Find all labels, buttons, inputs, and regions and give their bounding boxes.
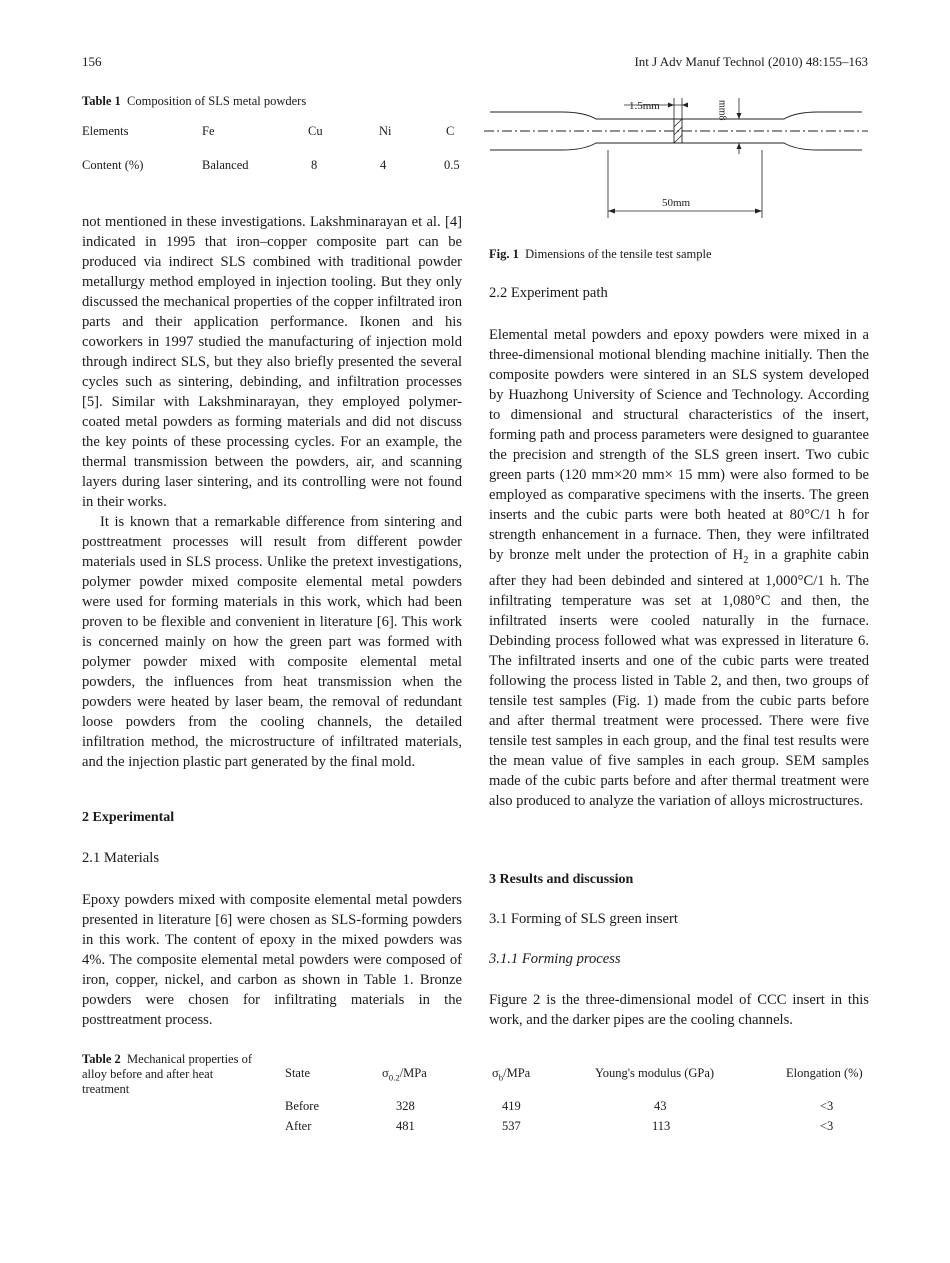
table1-cell: 8 (311, 158, 318, 172)
figure1-dim-length: 50mm (662, 197, 691, 209)
left-paragraph-2: It is known that a remarkable difference from sintering and posttreatment processes will result from different powder materials used in SLS process. Unlike the pretext investigations, polymer powder mixed composite elemental metal powders were used for forming materials in this work, which had been proven to be flexible and convenient in literature [6]. This work is concerned mainly on how the green part was formed with polymer powder mixed with composite elemental metal powders, the influences from heat transmission when the powders were heated by laser beam, the removal of redundant loose powders from the cooling channels, the detailed infiltration method, the microstructure of infiltrated materials, and the injection plastic part generated by the final mold. (82, 514, 462, 770)
section-3-heading: 3 Results and discussion (489, 872, 634, 887)
table1-cell: 0.5 (444, 158, 460, 172)
table2-cell: <3 (820, 1119, 834, 1133)
table1-caption (82, 94, 306, 109)
table2-cell: After (285, 1119, 312, 1133)
section-3-1-1-heading: 3.1.1 Forming process (489, 951, 621, 967)
left-column (82, 212, 462, 772)
table1-header-row (82, 116, 462, 150)
table2-header-elongation: Elongation (%) (786, 1066, 863, 1080)
figure1-dim-right: mm8 (716, 100, 728, 121)
table2-cell: Before (285, 1099, 320, 1113)
table2-caption (82, 1052, 260, 1097)
journal-citation: Int J Adv Manuf Technol (2010) 48:155–163 (634, 54, 868, 69)
table2-header-sigmab: $\sigma_b$/MPa (492, 1066, 531, 1083)
table1 (82, 116, 462, 184)
table2-header-young: Young's modulus (GPa) (595, 1066, 715, 1080)
section-2-1-heading: 2.1 Materials (82, 850, 160, 866)
table2-cell: 537 (502, 1119, 521, 1133)
left-column-materials (82, 890, 462, 1030)
right-paragraph-2: Figure 2 is the three-dimensional model of CCC insert in this work, and the darker pipes are the cooling channels. (489, 992, 869, 1028)
sample-outline-top (490, 112, 862, 119)
right-column-experiment (489, 325, 869, 811)
table2-header-sigma02: $\sigma_{0.2}$/MPa (382, 1066, 427, 1083)
right-paragraph-1: Elemental metal powders and epoxy powders were mixed in a three-dimensional motional blending machine initially. Then the composite powders were sintered in an SLS system developed by Huazhong University of Science and Technology. According to dimensional and structural characteristics of the insert, forming path and process parameters were designed to guarantee the precision and strength of the SLS green insert. Two cubic green parts (120 mm×20 mm× 15 mm) were also formed to be employed as comparative specimens with the inserts. The green inserts and the cubic parts were both heated at 80°C/1 h for strength enhancement in a furnace. Then, they were infiltrated by bronze melt under the protection of $H_2$ in a graphite cabin after they had been debinded and sintered at 1,000°C/1 h. The infiltrating temperature was set at 1,080°C and then, the infiltrated inserts were cooled naturally in the furnace. Debinding process followed what was expressed in literature 6. The infiltrated inserts and one of the cubic parts were treated following the process listed in Table 2, and then, two groups of tensile test samples (Fig. 1) made from the cubic parts before and after thermal treatment were processed. There were five tensile test samples in each group, and the final test results were the mean value of five samples in each group. SEM samples made of the cubic parts before and after thermal treatment were also produced to analyze the variation of alloys microstructures. (489, 327, 869, 809)
table1-header-cell: C (446, 124, 455, 138)
figure1-dim-left: 1.5mm (629, 100, 660, 112)
table2-cell: 419 (502, 1099, 521, 1113)
table2-caption-text: Mechanical properties of alloy before and after heat treatment (82, 1052, 252, 1096)
table1-data-row (82, 150, 462, 184)
table1-label: Table 1 (82, 94, 121, 108)
page-number: 156 (82, 54, 102, 69)
left-paragraph-1: not mentioned in these investigations. Lakshminarayan et al. [4] indicated in 1995 that iron–copper composite part can be produced via indirect SLS combined with traditional powder metallurgy method employed in injection tooling. But they only discussed the mechanical properties of the copper infiltrated iron parts and their application performance. Ikonen and his coworkers in 1997 studied the manufacturing of injection mold through indirect SLS, but they also briefly presented the several cycles such as sintering, debinding, and infiltration processes [5]. Similar with Lakshminarayan, they employed polymer-coated metal powders as forming materials and did not discuss the key points of these processing cycles. For an example, the thermal transmission between the powders, air, and scanning layers during laser sintering, and its controlling were not found in their works. (82, 214, 462, 510)
table1-cell: Balanced (202, 158, 249, 172)
table1-cell: Content (%) (82, 158, 144, 172)
figure1-caption (489, 247, 712, 262)
section-2-2-heading: 2.2 Experiment path (489, 285, 608, 301)
figure1-label: Fig. 1 (489, 247, 519, 261)
sample-outline-bottom (490, 143, 862, 150)
table2-cell: <3 (820, 1099, 834, 1113)
table1-header-cell: Cu (308, 124, 323, 138)
table2-cell: 43 (654, 1099, 667, 1113)
left-paragraph-3: Epoxy powders mixed with composite elemental metal powders presented in literature [6] were chosen as SLS-forming powders in this work. The content of epoxy in the mixed powders was 4%. The composite elemental metal powders were composed of iron, copper, nickel, and carbon as shown in Table 1. Bronze powders were chosen for infiltrating materials in the posttreatment process. (82, 892, 462, 1028)
table1-header-cell: Fe (202, 124, 215, 138)
table2-header-state: State (285, 1066, 310, 1080)
section-2-heading: 2 Experimental (82, 810, 175, 825)
table2-label: Table 2 (82, 1052, 121, 1066)
section-3-1-heading: 3.1 Forming of SLS green insert (489, 911, 678, 927)
figure1-caption-text: Dimensions of the tensile test sample (525, 247, 712, 261)
table2-cell: 113 (652, 1119, 671, 1133)
table1-header-cell: Elements (82, 124, 129, 138)
table2-cell: 328 (396, 1099, 415, 1113)
table1-header-cell: Ni (379, 124, 392, 138)
table1-cell: 4 (380, 158, 387, 172)
figure1-tensile-sample-diagram (484, 90, 874, 225)
table1-caption-text: Composition of SLS metal powders (127, 94, 307, 108)
table2-cell: 481 (396, 1119, 415, 1133)
right-column-forming (489, 990, 869, 1030)
